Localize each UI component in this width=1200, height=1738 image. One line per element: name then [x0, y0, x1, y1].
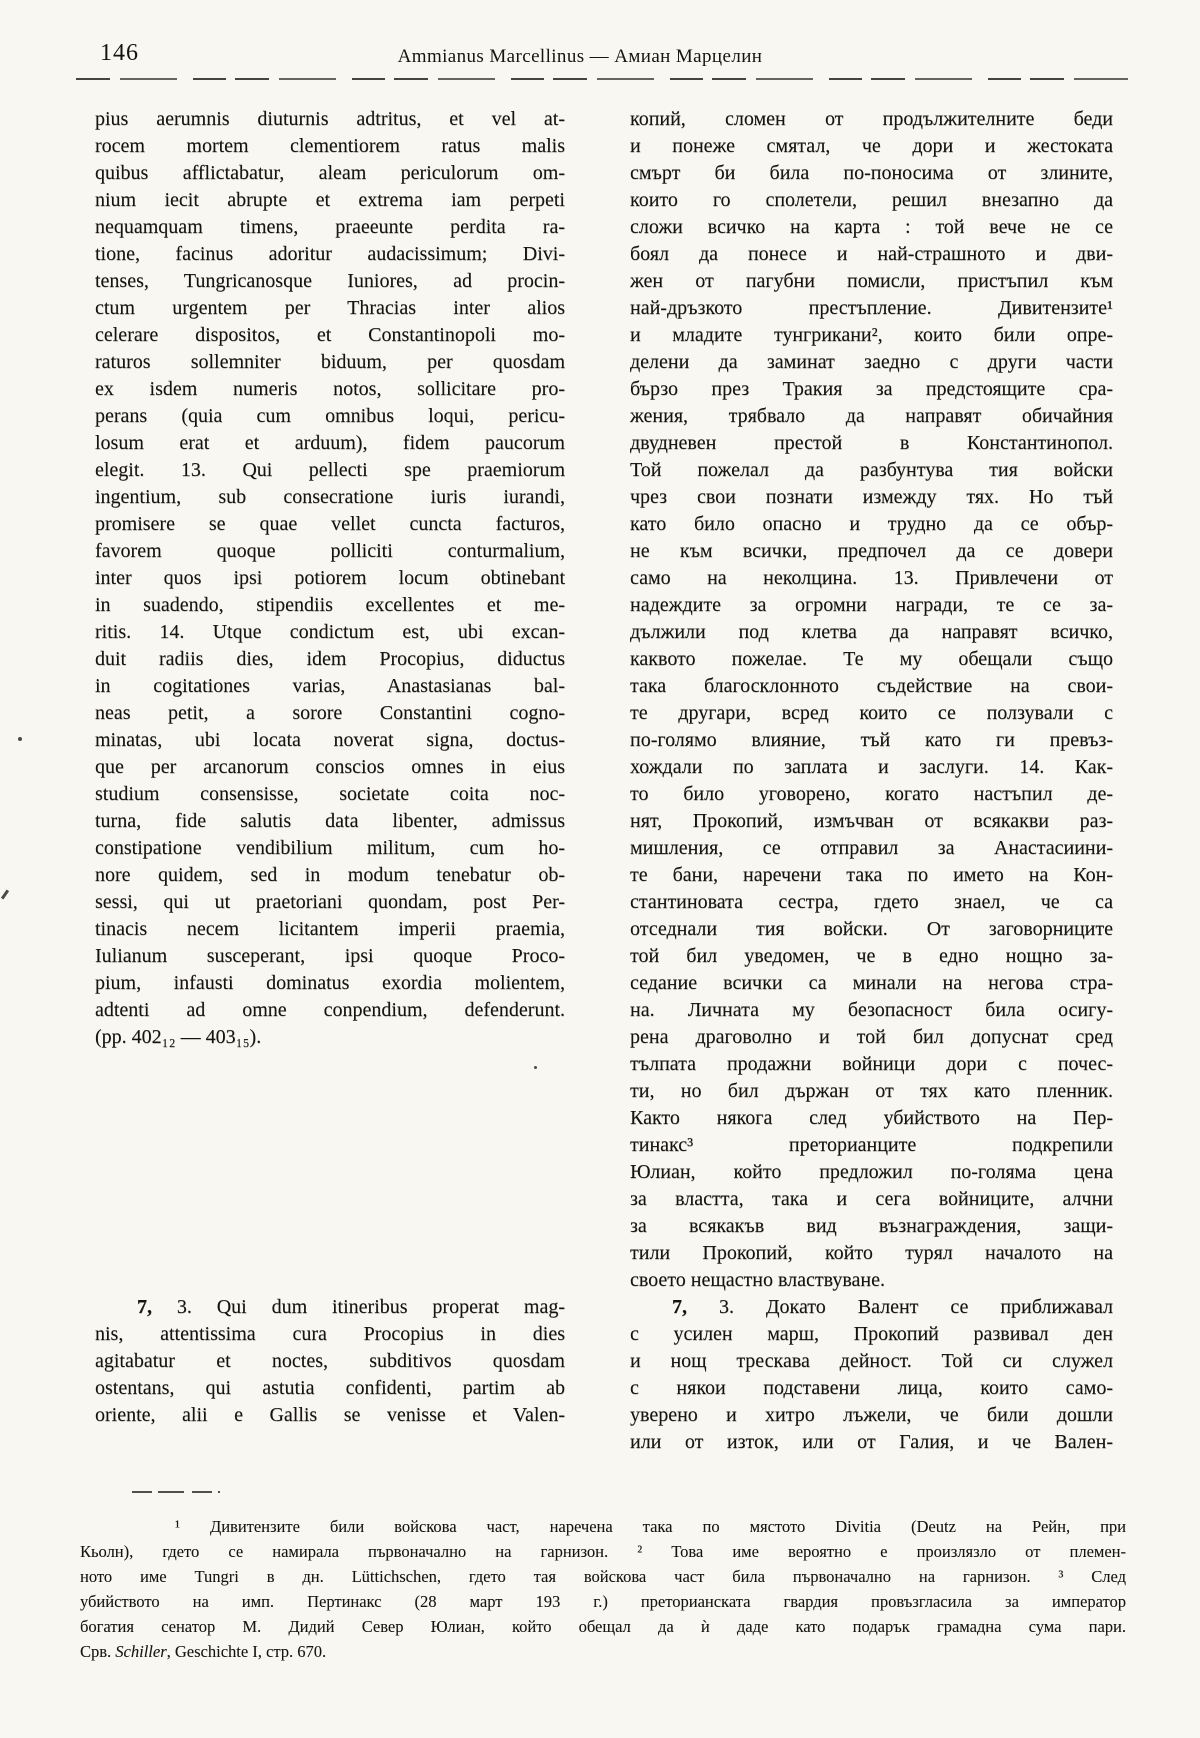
margin-speck — [1, 890, 9, 900]
text-line — [95, 565, 565, 592]
text-line — [630, 1105, 1113, 1132]
text-segment: хождали по заплата и заслуги. 14. Как- — [630, 756, 1113, 778]
text-segment: Както някога след убийството на Пер- — [630, 1107, 1113, 1129]
text-line — [95, 1348, 565, 1375]
text-segment: losum erat et arduum), fidem paucorum — [95, 432, 565, 454]
text-line — [630, 214, 1113, 241]
text-line — [95, 430, 565, 457]
latin-column — [95, 106, 565, 1429]
text-line — [95, 619, 565, 646]
bulgarian-column — [630, 106, 1113, 1456]
text-segment: нят, Прокопий, измъчван от всякакви раз- — [630, 810, 1113, 832]
text-segment: с усилен марш, Прокопий развивал ден — [630, 1323, 1113, 1345]
text-segment: in suadendo, stipendiis excellentes et me- — [95, 594, 565, 616]
text-line — [95, 349, 565, 376]
text-segment: promisere se quae vellet cuncta facturos, — [95, 513, 565, 535]
text-line — [630, 187, 1113, 214]
text-segment: (pp. 402₁₂ — 403₁₅). — [95, 1026, 262, 1048]
text-line — [630, 619, 1113, 646]
text-line — [630, 1321, 1113, 1348]
text-line — [630, 943, 1113, 970]
text-segment: nium iecit abrupte et extrema iam perpeti — [95, 189, 565, 211]
text-line — [630, 1348, 1113, 1375]
text-segment: Кьолн), гдето се намирала първоначално на гарнизон. ² Това име вероятно е произлязло от племен- — [80, 1542, 1126, 1561]
text-segment: tione, facinus adoritur audacissimum; Divi- — [95, 243, 565, 265]
text-segment: Юлиан, който предложил по-голяма цена — [630, 1161, 1113, 1183]
text-line — [95, 835, 565, 862]
text-line — [95, 808, 565, 835]
text-line — [630, 700, 1113, 727]
text-segment: с някои подставени лица, които само- — [630, 1377, 1113, 1399]
text-segment: turna, fide salutis data libenter, admissus — [95, 810, 565, 832]
text-segment: ¹ Дивитензите били войскова част, наречена така по мястото Divitia (Deutz на Рейн, при — [175, 1517, 1126, 1536]
text-line — [630, 808, 1113, 835]
text-segment: pium, infausti dominatus exordia molientem, — [95, 972, 565, 994]
text-line — [630, 1294, 1113, 1321]
text-segment: смърт би била по-поносима от злините, — [630, 162, 1113, 184]
text-segment: тълпата продажни войници дори с почес- — [630, 1053, 1113, 1075]
text-line — [95, 133, 565, 160]
text-segment: quibus afflictabatur, aleam periculorum om- — [95, 162, 565, 184]
text-segment: adtenti ad omne conpendium, defenderunt. — [95, 999, 565, 1021]
page-number: 146 — [100, 40, 139, 66]
stray-ink-dot — [534, 1066, 537, 1069]
text-segment: studium consensisse, societate coita noc- — [95, 783, 565, 805]
header-title: Ammianus Marcellinus — Амиан Марцелин — [397, 46, 763, 67]
text-segment: , Geschichte I, стр. 670. — [166, 1642, 327, 1661]
text-segment: 7, — [137, 1296, 152, 1318]
text-segment: Срв. — [80, 1642, 116, 1661]
text-line — [630, 646, 1113, 673]
text-segment: не към всички, предпочел да се довери — [630, 540, 1113, 562]
text-segment: по-голямо влияние, тъй като ги превъз- — [630, 729, 1113, 751]
text-line — [95, 970, 565, 997]
text-segment: той бил уведомен, че в едно нощно за- — [630, 945, 1113, 967]
text-line — [95, 376, 565, 403]
text-segment: за властта, така и сега войниците, алчни — [630, 1188, 1113, 1210]
text-line — [80, 1564, 1126, 1589]
text-segment: raturos sollemniter biduum, per quosdam — [95, 351, 565, 373]
text-line — [95, 700, 565, 727]
text-segment: жения, трябвало да направят обичайния — [630, 405, 1113, 427]
text-segment: ctum urgentem per Thracias inter alios — [95, 297, 565, 319]
text-segment: celerare dispositos, et Constantinopoli mo- — [95, 324, 565, 346]
text-line — [630, 133, 1113, 160]
column-gap — [95, 1051, 565, 1294]
text-segment: като било опасно и трудно да се обър- — [630, 513, 1113, 535]
text-line — [95, 754, 565, 781]
text-line — [630, 349, 1113, 376]
text-segment: elegit. 13. Qui pellecti spe praemiorum — [95, 459, 565, 481]
text-segment: седание всички са минали на негова стра- — [630, 972, 1113, 994]
text-line — [630, 1240, 1113, 1267]
text-segment: само на неколцина. 13. Привлечени от — [630, 567, 1113, 589]
text-segment: tinacis necem licitantem imperii praemia, — [95, 918, 565, 940]
text-line — [630, 835, 1113, 862]
text-line — [630, 889, 1113, 916]
text-segment: favorem quoque polliciti conturmalium, — [95, 540, 565, 562]
text-line — [630, 403, 1113, 430]
text-segment: perans (quia cum omnibus loqui, pericu- — [95, 405, 565, 427]
text-line — [80, 1639, 1126, 1664]
text-segment: minatas, ubi locata noverat signa, doctus- — [95, 729, 565, 751]
text-line — [95, 916, 565, 943]
text-line — [630, 1159, 1113, 1186]
text-line — [630, 565, 1113, 592]
text-line — [95, 241, 565, 268]
text-line — [80, 1614, 1126, 1639]
text-segment: те другари, всред които се ползували с — [630, 702, 1113, 724]
text-line — [95, 943, 565, 970]
text-segment: отседнали тия войски. От заговорниците — [630, 918, 1113, 940]
text-segment: sessi, qui ut praetoriani quondam, post Per- — [95, 891, 565, 913]
text-segment: inter quos ipsi potiorem locum obtinebant — [95, 567, 565, 589]
text-line — [95, 862, 565, 889]
text-segment: duit radiis dies, idem Procopius, diductus — [95, 648, 565, 670]
text-line — [630, 916, 1113, 943]
text-line — [80, 1539, 1126, 1564]
text-line — [630, 484, 1113, 511]
text-segment: 3. Докато Валент се приближавал — [687, 1296, 1113, 1318]
text-line — [630, 511, 1113, 538]
text-line — [95, 1321, 565, 1348]
text-segment: in cogitationes varias, Anastasianas bal- — [95, 675, 565, 697]
text-line — [95, 511, 565, 538]
text-line — [630, 592, 1113, 619]
text-line — [630, 322, 1113, 349]
text-segment: жен от пагубни помисли, пристъпил към — [630, 270, 1113, 292]
text-segment: надеждите за огромни награди, те се за- — [630, 594, 1113, 616]
text-line — [95, 457, 565, 484]
text-line — [95, 214, 565, 241]
text-segment: Той пожелал да разбунтува тия войски — [630, 459, 1113, 481]
text-segment: ти, но бил държан от тях като пленник. — [630, 1080, 1113, 1102]
text-segment: бързо през Тракия за предстоящите сра- — [630, 378, 1113, 400]
text-line — [630, 241, 1113, 268]
text-line — [630, 970, 1113, 997]
text-line — [630, 1375, 1113, 1402]
text-line — [630, 727, 1113, 754]
text-line — [630, 160, 1113, 187]
text-line — [630, 1024, 1113, 1051]
text-segment: Schiller — [115, 1642, 167, 1661]
text-line — [630, 673, 1113, 700]
text-line — [95, 1402, 565, 1429]
text-line — [630, 268, 1113, 295]
text-segment: каквото пожелае. Те му обещали също — [630, 648, 1113, 670]
text-line — [80, 1514, 1126, 1539]
text-segment: то било уговорено, когато настъпил де- — [630, 783, 1113, 805]
text-line — [80, 1589, 1126, 1614]
text-line — [95, 1294, 565, 1321]
text-line — [630, 1267, 1113, 1294]
text-segment: pius aerumnis diuturnis adtritus, et vel at- — [95, 108, 565, 130]
text-segment: constipatione vendibilium militum, cum ho- — [95, 837, 565, 859]
text-segment: боял да понесе и най-страшното и дви- — [630, 243, 1113, 265]
text-line — [95, 187, 565, 214]
text-line — [95, 889, 565, 916]
text-segment: за всякакъв вид възнаграждения, защи- — [630, 1215, 1113, 1237]
text-segment: на. Личната му безопасност била осигу- — [630, 999, 1113, 1021]
header-rule — [76, 78, 1128, 80]
text-line — [630, 781, 1113, 808]
text-segment: стантиновата сестра, гдето знаел, че са — [630, 891, 1113, 913]
text-segment: чрез свои познати измежду тях. Но тъй — [630, 486, 1113, 508]
text-line — [630, 1402, 1113, 1429]
text-segment: ostentans, qui astutia confidenti, partim ab — [95, 1377, 565, 1399]
text-segment: nequamquam timens, praeeunte perdita ra- — [95, 216, 565, 238]
text-line — [95, 781, 565, 808]
text-line — [630, 538, 1113, 565]
text-segment: рена драговолно и той бил допуснат сред — [630, 1026, 1113, 1048]
text-segment: ното име Tungri в дн. Lüttichschen, гдето тая войскова част била първоначално на гарнизон. ³ След — [80, 1567, 1126, 1586]
text-segment: или от изток, или от Галия, и че Вален- — [630, 1431, 1113, 1453]
text-segment: копий, сломен от продължителните беди — [630, 108, 1113, 130]
text-line — [630, 1213, 1113, 1240]
text-segment: своето нещастно властвуване. — [630, 1269, 886, 1291]
text-segment: които го сполетели, решил внезапно да — [630, 189, 1113, 211]
text-segment: ritis. 14. Utque condictum est, ubi excan- — [95, 621, 565, 643]
text-segment: agitabatur et noctes, subditivos quosdam — [95, 1350, 565, 1372]
text-line — [630, 862, 1113, 889]
footnotes — [80, 1514, 1126, 1664]
text-segment: rocem mortem clementiorem ratus malis — [95, 135, 565, 157]
text-segment: 7, — [672, 1296, 687, 1318]
text-line — [95, 160, 565, 187]
text-segment: така благосклонното съдействие на свои- — [630, 675, 1113, 697]
text-segment: богатия сенатор М. Дидий Север Юлиан, който обещал да ѝ даде като подарък грамадна сума пари. — [80, 1617, 1126, 1636]
text-line — [630, 1078, 1113, 1105]
text-line — [95, 403, 565, 430]
text-segment: neas petit, a sorore Constantini cogno- — [95, 702, 565, 724]
text-segment: ex isdem numeris notos, sollicitare pro- — [95, 378, 565, 400]
footnote-separator — [132, 1491, 220, 1493]
text-line — [630, 430, 1113, 457]
text-line — [95, 997, 565, 1024]
text-segment: que per arcanorum conscios omnes in eius — [95, 756, 565, 778]
text-segment: най-дръзкото престъпление. Дивитензите¹ — [630, 297, 1113, 319]
text-segment: nis, attentissima cura Procopius in dies — [95, 1323, 565, 1345]
text-segment: сложи всичко на карта : той вече не се — [630, 216, 1113, 238]
text-segment: убийството на имп. Пертинакс (28 март 193 г.) преторианската гвардия провъзгласила за император — [80, 1592, 1126, 1611]
text-line — [95, 538, 565, 565]
text-line — [95, 268, 565, 295]
text-line — [95, 646, 565, 673]
text-line — [95, 673, 565, 700]
text-line — [95, 322, 565, 349]
text-line — [630, 1132, 1113, 1159]
text-segment: ingentium, sub consecratione iuris iurandi, — [95, 486, 565, 508]
text-segment: дължили под клетва да направят всичко, — [630, 621, 1113, 643]
text-line — [630, 457, 1113, 484]
text-segment: те бани, наречени така по името на Кон- — [630, 864, 1113, 886]
text-line — [630, 295, 1113, 322]
text-segment: tenses, Tungricanosque Iuniores, ad procin- — [95, 270, 565, 292]
text-line — [630, 1051, 1113, 1078]
text-line — [95, 295, 565, 322]
text-line — [95, 106, 565, 133]
text-line — [95, 1375, 565, 1402]
text-segment: oriente, alii e Gallis se venisse et Valen- — [95, 1404, 565, 1426]
margin-speck — [18, 737, 22, 741]
text-line — [630, 1429, 1113, 1456]
text-line — [630, 376, 1113, 403]
text-line — [630, 754, 1113, 781]
text-segment: делени да заминат заедно с други части — [630, 351, 1113, 373]
text-line — [630, 106, 1113, 133]
text-segment: и понеже смятал, че дори и жестоката — [630, 135, 1113, 157]
text-line — [95, 727, 565, 754]
text-segment: мишления, се отправил за Анастасиини- — [630, 837, 1113, 859]
text-segment: тили Прокопий, който турял началото на — [630, 1242, 1113, 1264]
text-segment: и младите тунгрикани², които били опре- — [630, 324, 1113, 346]
text-line — [630, 1186, 1113, 1213]
text-segment: и нощ трескава дейност. Той си служел — [630, 1350, 1113, 1372]
text-segment: 3. Qui dum itineribus properat mag- — [152, 1296, 565, 1318]
text-segment: nore quidem, sed in modum tenebatur ob- — [95, 864, 565, 886]
text-segment: уверено и хитро лъжели, че били дошли — [630, 1404, 1113, 1426]
text-line — [95, 484, 565, 511]
text-segment: Iulianum susceperant, ipsi quoque Proco- — [95, 945, 565, 967]
text-line — [95, 592, 565, 619]
text-segment: двудневен престой в Константинопол. — [630, 432, 1113, 454]
text-segment: тинакс³ преторианците подкрепили — [630, 1134, 1113, 1156]
text-line — [95, 1024, 565, 1051]
text-line — [630, 997, 1113, 1024]
